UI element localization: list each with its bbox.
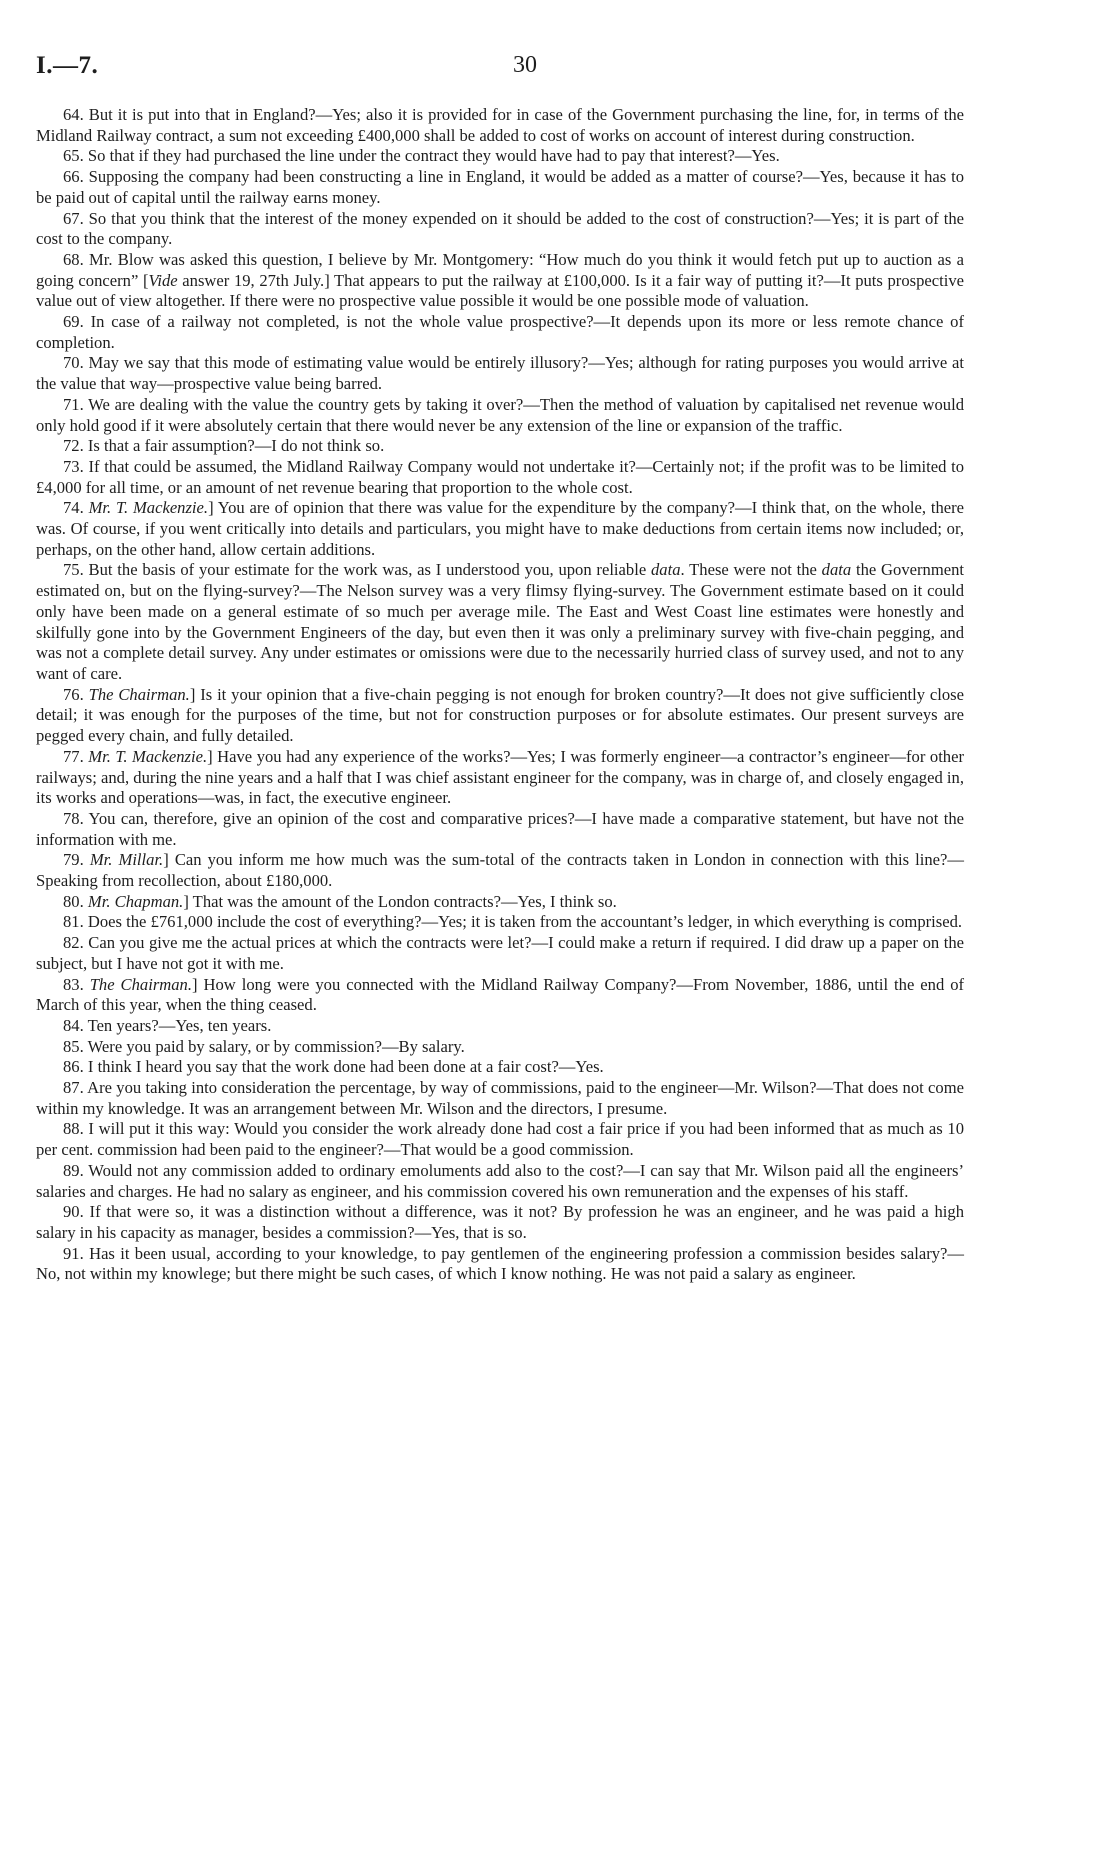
question-80: 80. Mr. Chapman.] That was the amount of the London contracts?—Yes, I think so. xyxy=(63,891,617,911)
question-64: 64. But it is put into that in England?—Yes; also it is provided for in case of the Government purchasing the line, for, in terms of the Midland Railway contract, a sum not exceeding £400,000 shall be added to cost of works on account of interest during construction. xyxy=(36,105,964,145)
question-67: 67. So that you think that the interest of the money expended on it should be added to the cost of construction?—Yes; it is part of the cost to the company. xyxy=(36,208,964,249)
question-68: 68. Mr. Blow was asked this question, I believe by Mr. Montgomery: “How much do you think it would fetch put up to auction as a going concern” [Vide answer 19, 27th July.] That appears to put the railway at £100,000. Is it a fair way of putting it?—It puts prospective value out of view altogether. If there were no prospective value possible it would be one possible mode of valuation. xyxy=(36,249,964,311)
question-77: 77. Mr. T. Mackenzie.] Have you had any experience of the works?—Yes; I was formerly engineer—a contractor’s engineer—for other railways; and, during the nine years and a half that I was chief assistant engineer for the company, was in charge of, and closely engaged in, its works and operations—was, in fact, the executive engineer. xyxy=(36,746,964,808)
question-81: 81. Does the £761,000 include the cost of everything?—Yes; it is taken from the accountant’s ledger, in which everything is comprised. xyxy=(63,912,963,932)
question-66: 66. Supposing the company had been constructing a line in England, it would be added as a matter of course?—Yes, because it has to be paid out of capital until the railway earns money. xyxy=(36,167,964,207)
question-75: 75. But the basis of your estimate for the work was, as I understood you, upon reliable data. These were not the data the Government estimated on, but on the flying-survey?—The Nelson survey was a very flimsy flying-survey. The Government estimate based on it could only have been made on a general estimate of so much per average mile. The East and West Coast line estimates were honestly and skilfully gone into by the Government Engineers of the day, but even then it was only a preliminary survey with five-chain pegging, and was not a complete detail survey. Any under estimates or omissions were due to the necessarily hurried class of survey used, and not to any want of care. xyxy=(36,560,964,683)
question-79: 79. Mr. Millar.] Can you inform me how much was the sum-total of the contracts taken in London in connection with this line?—Speaking from recollection, about £180,000. xyxy=(36,850,964,891)
question-89: 89. Would not any commission added to ordinary emoluments add also to the cost?—I can say that Mr. Wilson paid all the engineers’ salaries and charges. He had no salary as engineer, and his commission covered his own remuneration and the expenses of his staff. xyxy=(36,1160,964,1201)
question-84: 84. Ten years?—Yes, ten years. xyxy=(63,1015,272,1035)
question-70: 70. May we say that this mode of estimating value would be entirely illusory?—Yes; although for rating purposes you would arrive at the value that way—prospective value being barred. xyxy=(36,353,964,394)
question-72: 72. Is that a fair assumption?—I do not think so. xyxy=(63,436,385,456)
question-87: 87. Are you taking into consideration the percentage, by way of commissions, paid to the engineer—Mr. Wilson?—That does not come within my knowledge. It was an arrangement between Mr. Wilson and the directors, I presume. xyxy=(36,1078,964,1118)
question-85: 85. Were you paid by salary, or by commission?—By salary. xyxy=(63,1036,465,1056)
question-82: 82. Can you give me the actual prices at which the contracts were let?—I could make a return if required. I did draw up a paper on the subject, but I have not got it with me. xyxy=(36,933,964,973)
question-73: 73. If that could be assumed, the Midland Railway Company would not undertake it?—Certainly not; if the profit was to be limited to £4,000 for all time, or an amount of net revenue bearing that proportion to the whole cost. xyxy=(36,456,964,497)
evidence-body xyxy=(36,105,964,1285)
document-reference: I.—7. xyxy=(36,52,99,79)
question-71: 71. We are dealing with the value the country gets by taking it over?—Then the method of valuation by capitalised net revenue would only hold good if it were absolutely certain that there would never be any extension of the line or expansion of the traffic. xyxy=(36,394,964,435)
question-86: 86. I think I heard you say that the work done had been done at a fair cost?—Yes. xyxy=(63,1057,604,1077)
question-83: 83. The Chairman.] How long were you connected with the Midland Railway Company?—From November, 1886, until the end of March of this year, when the thing ceased. xyxy=(36,974,965,1015)
question-88: 88. I will put it this way: Would you consider the work already done had cost a fair price if you had been informed that as much as 10 per cent. commission had been paid to the engineer?—That would be a good commission. xyxy=(36,1119,964,1160)
question-74: 74. Mr. T. Mackenzie.] You are of opinion that there was value for the expenditure by the company?—I think that, on the whole, there was. Of course, if you went critically into details and particulars, you might have to make deductions from certain items now included; or, perhaps, on the other hand, allow certain additions. xyxy=(36,498,965,559)
question-76: 76. The Chairman.] Is it your opinion that a five-chain pegging is not enough for broken country?—It does not give sufficiently close detail; it was enough for the purposes of the time, but not for construction purposes or for absolute estimates. Our present surveys are pegged every chain, and fully detailed. xyxy=(36,684,964,746)
question-69: 69. In case of a railway not completed, is not the whole value prospective?—It depends upon its more or less remote chance of completion. xyxy=(36,312,964,352)
question-65: 65. So that if they had purchased the line under the contract they would have had to pay that interest?—Yes. xyxy=(63,146,780,166)
question-90: 90. If that were so, it was a distinction without a difference, was it not? By profession he was an engineer, and he was paid a high salary in his capacity as manager, besides a commission?—Yes, that is so. xyxy=(36,1202,964,1242)
page-number: 30 xyxy=(513,52,537,78)
question-91: 91. Has it been usual, according to your knowledge, to pay gentlemen of the engineering profession a commission besides salary?—No, not within my knowlege; but there might be such cases, of which I know nothing. He was not paid a salary as engineer. xyxy=(36,1243,964,1284)
question-78: 78. You can, therefore, give an opinion of the cost and comparative prices?—I have made a comparative statement, but have not the information with me. xyxy=(36,808,964,849)
